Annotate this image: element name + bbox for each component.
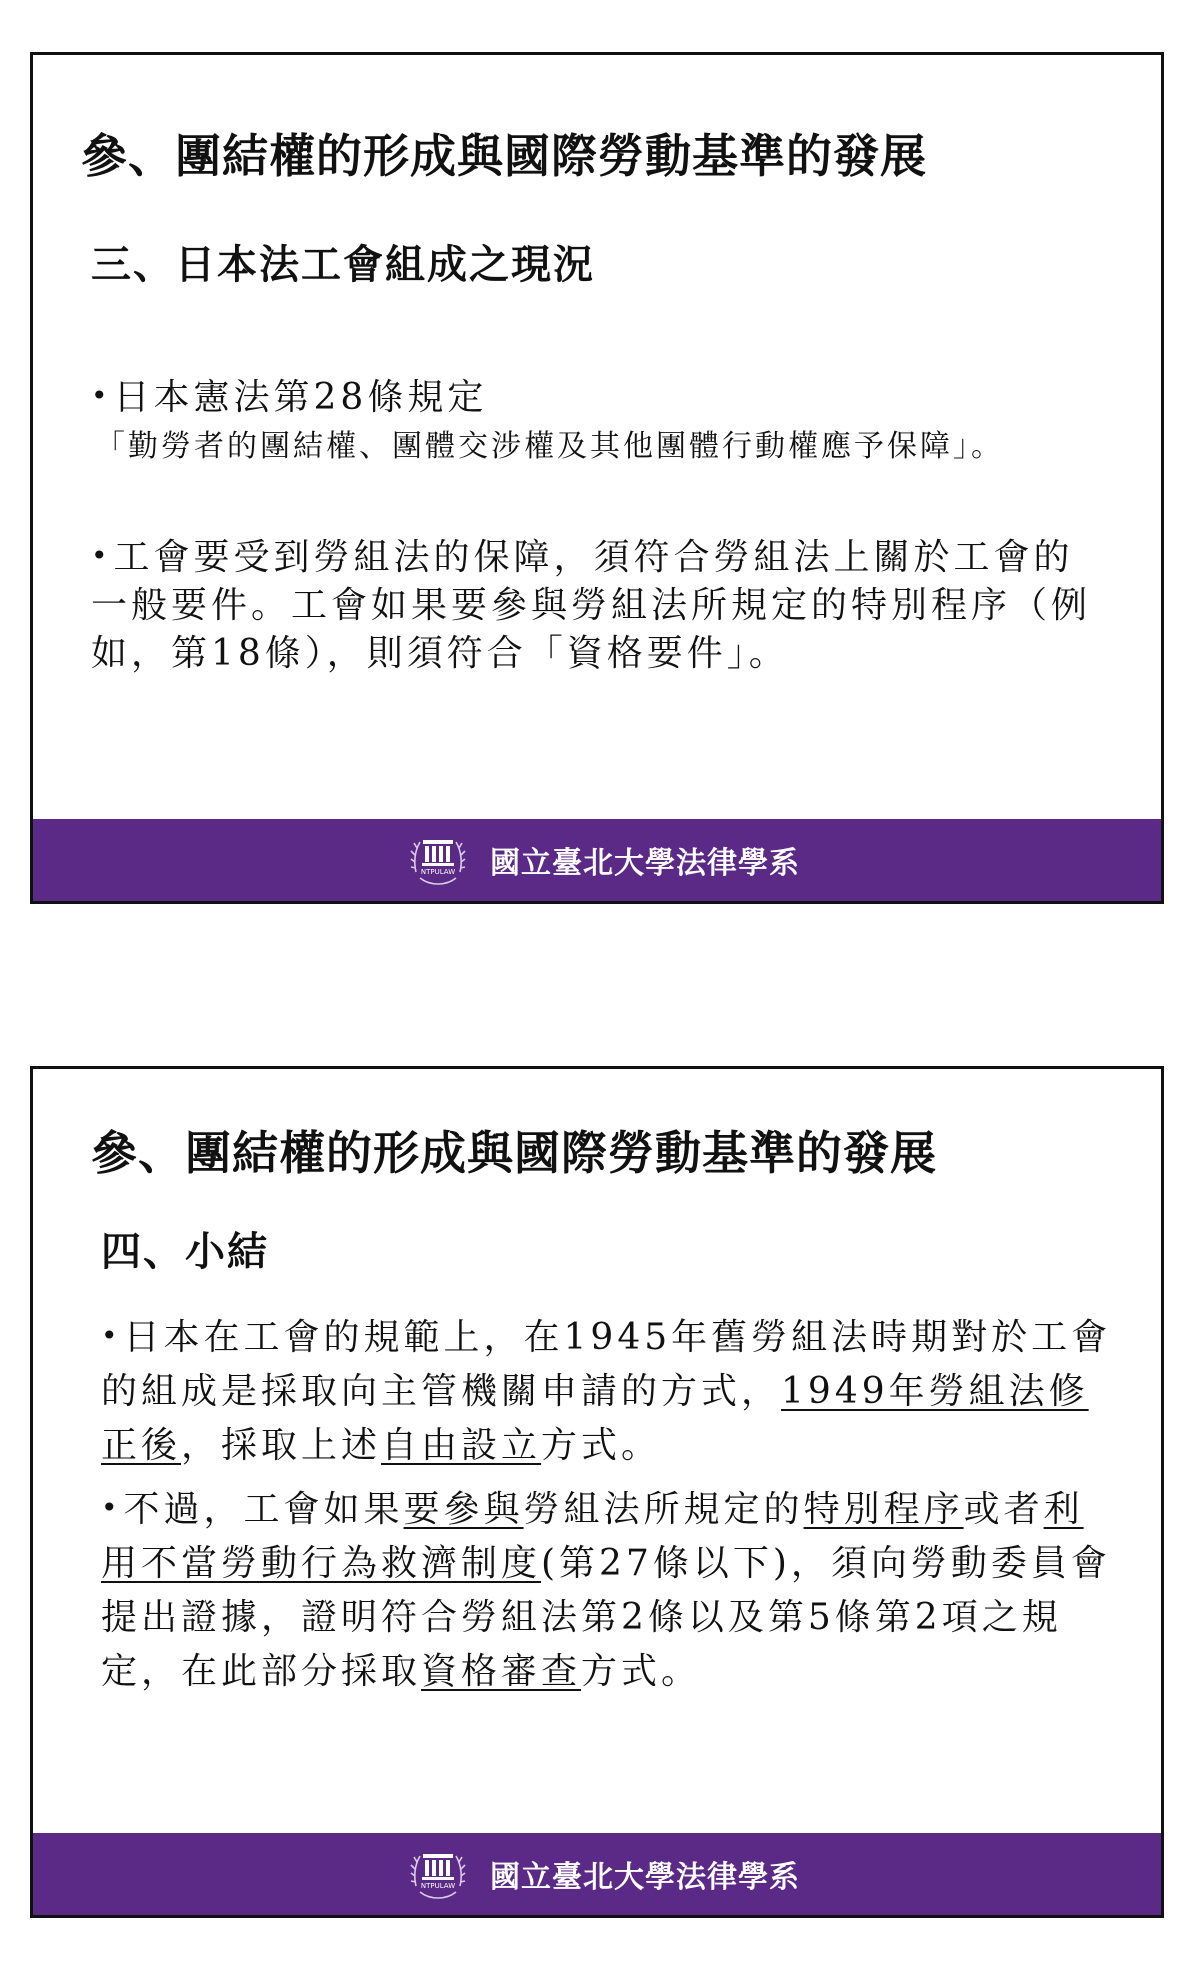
bullet-text: 日本憲法第28條規定 (113, 377, 488, 418)
underlined-text: 利用不當勞動行為救濟制度 (101, 1489, 1084, 1584)
slide-subtitle: 三、日本法工會組成之現況 (91, 241, 595, 288)
bullet-icon: • (101, 1319, 122, 1352)
bullet-text: 或者 (963, 1489, 1044, 1530)
logo-text: NTPULAW (420, 868, 456, 876)
footer-brand (406, 828, 800, 892)
bullet-item (101, 1481, 1121, 1699)
bullet-item (91, 372, 1111, 422)
bullet-text: 方式。 (581, 1651, 702, 1692)
underlined-text: 1949年勞組法修正後 (101, 1371, 1089, 1466)
slide-1 (30, 52, 1164, 904)
slide-title: 參、團結權的形成與國際勞動基準的發展 (81, 129, 927, 183)
bullet-text: 工會要受到勞組法的保障，須符合勞組法上關於工會的一般要件。工會如果要參與勞組法所規定的特別程序（例如，第18條），則須符合「資格要件」。 (91, 537, 1092, 674)
slide-2 (30, 1066, 1164, 1918)
bullet-icon: • (101, 1491, 122, 1524)
underlined-text: 要參與 (403, 1489, 524, 1530)
bullet-text: (第27條以下)，須向勞動委員會提出證據，證明符合勞組法第2條以及第5條第2項之規定，在此部分採取 (101, 1543, 1111, 1692)
bullet-icon: • (91, 379, 112, 412)
underlined-text: 自由設立 (381, 1425, 542, 1466)
slide-subtitle: 四、小結 (101, 1228, 269, 1275)
quote-text: 「勤勞者的團結權、團體交涉權及其他團體行動權應予保障」。 (95, 429, 1004, 464)
bullet-text: 日本在工會的規範上，在1945年舊勞組法時期對於工會的組成是採取向主管機關申請的方式， (101, 1317, 1112, 1412)
footer-label: 國立臺北大學法律學系 (490, 846, 800, 881)
underlined-text: 資格審查 (421, 1651, 582, 1692)
slide-title: 參、團結權的形成與國際勞動基準的發展 (91, 1126, 937, 1180)
underlined-text: 特別程序 (803, 1489, 964, 1530)
footer-bar (33, 819, 1161, 901)
bullet-item (91, 532, 1111, 678)
footer-bar (33, 1833, 1161, 1915)
footer-label: 國立臺北大學法律學系 (490, 1860, 800, 1895)
bullet-text: ，採取上述 (181, 1425, 382, 1466)
bullet-text: 不過，工會如果 (123, 1489, 404, 1530)
bullet-text: 勞組法所規定的 (523, 1489, 804, 1530)
ntpu-law-logo-icon (406, 828, 470, 892)
logo-text: NTPULAW (420, 1882, 456, 1890)
bullet-item (101, 1309, 1121, 1473)
ntpu-law-logo-icon (406, 1842, 470, 1906)
bullet-icon: • (91, 539, 112, 572)
footer-brand (406, 1842, 800, 1906)
bullet-text: 方式。 (541, 1425, 662, 1466)
